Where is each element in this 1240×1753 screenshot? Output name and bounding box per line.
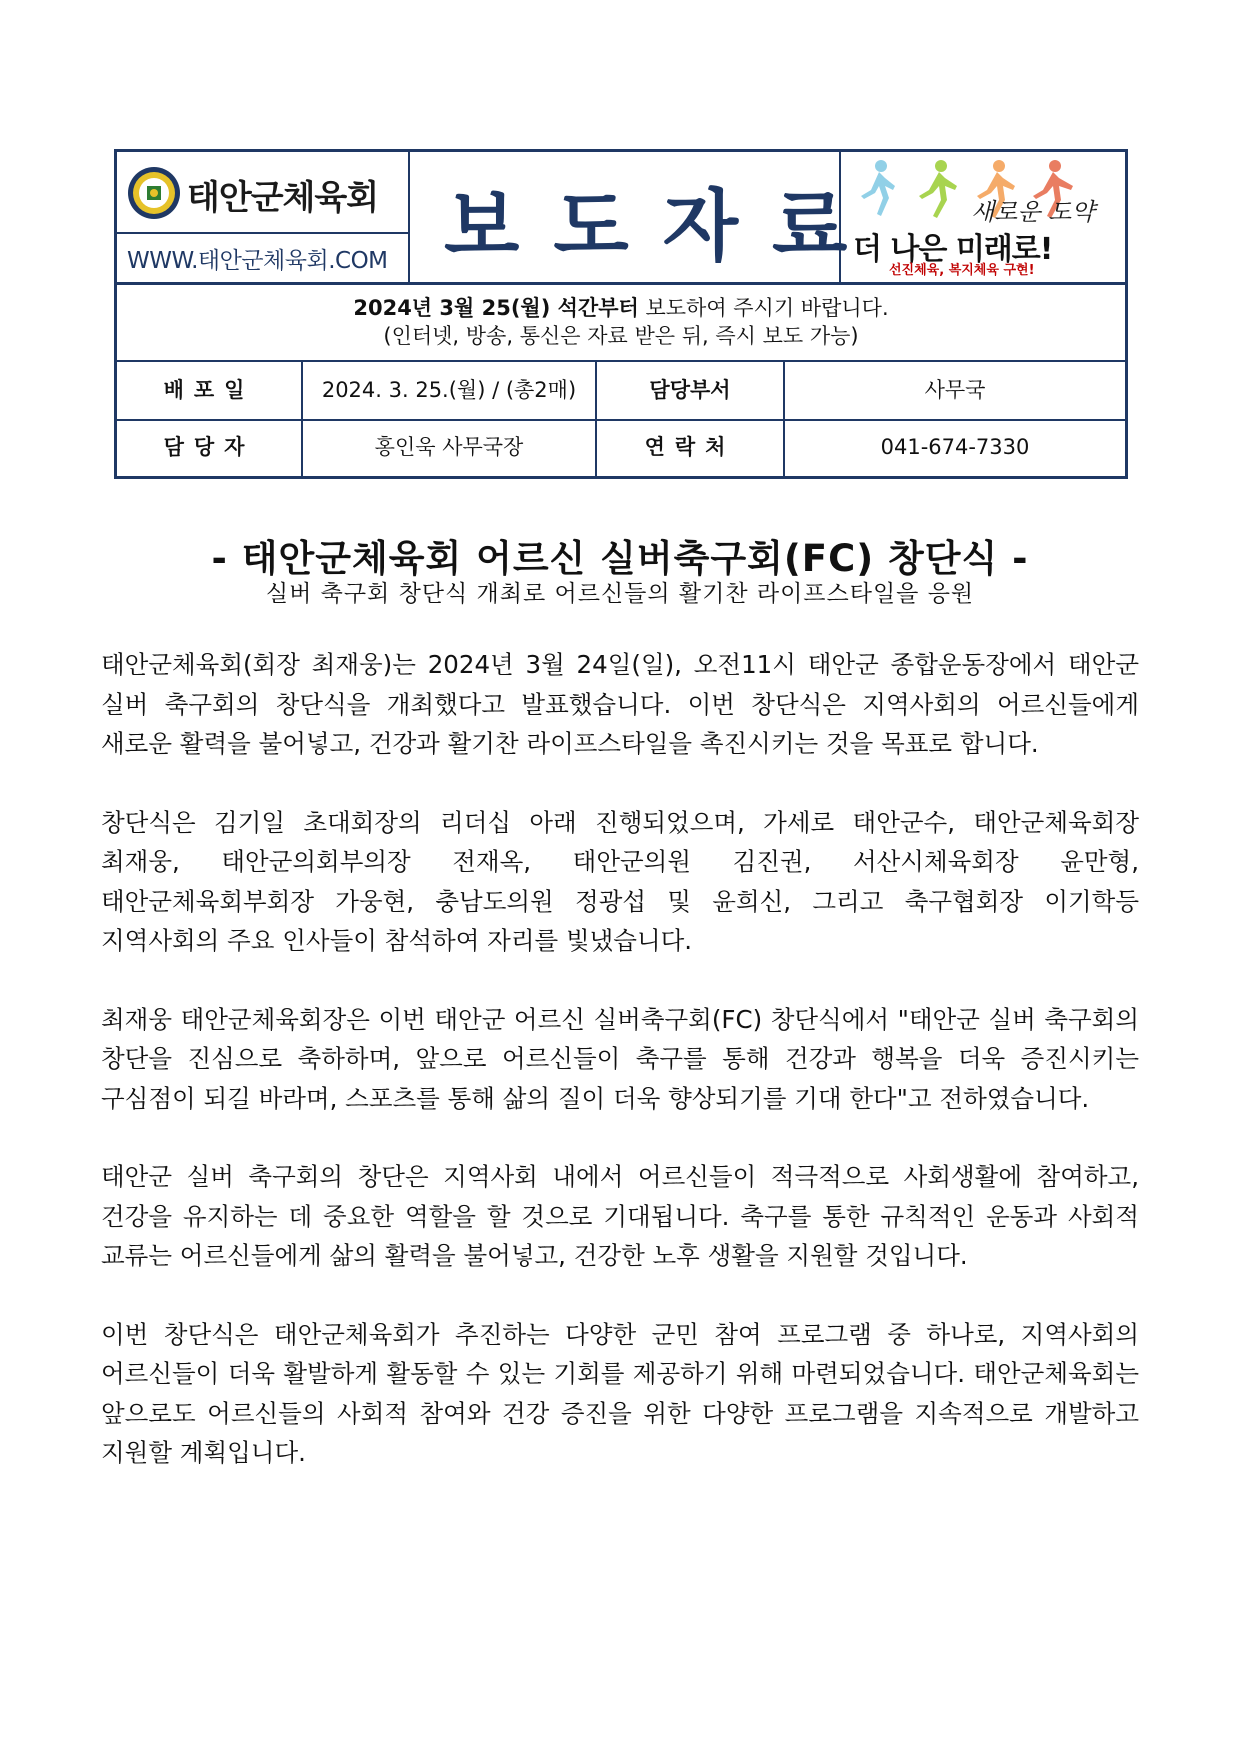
embargo-note: (인터넷, 방송, 통신은 자료 받은 뒤, 즉시 보도 가능) xyxy=(383,324,859,348)
embargo-line xyxy=(117,292,1125,322)
emblem-icon xyxy=(127,166,181,220)
article-paragraph: 최재웅 태안군체육회장은 이번 태안군 어르신 실버축구회(FC) 창단식에서 "태안군 실버 축구회의 창단을 진심으로 축하하며, 앞으로 어르신들이 축구를 통해 건강과 행복을 더욱 증진시키는 구심점이 되길 바라며, 스포츠를 통해 삶의 질이 더욱 향상되기를 기대 한다"고 전하였습니다. xyxy=(101,1004,1139,1113)
article-subheadline: 실버 축구회 창단식 개최로 어르신들의 활기찬 라이프스타일을 응원 xyxy=(265,581,975,607)
article-paragraph: 태안군체육회(회장 최재웅)는 2024년 3월 24일(일), 오전11시 태안군 종합운동장에서 태안군 실버 축구회의 창단식을 개최했다고 발표했습니다. 이번 창단식은 지역사회의 어르신들에게 새로운 활력을 불어넣고, 건강과 활기찬 라이프스타일을 촉진시키는 것을 목표로 합니다. xyxy=(101,650,1139,758)
article-headline: - 태안군체육회 어르신 실버축구회(FC) 창단식 - xyxy=(211,537,1029,580)
phone-value: 041-674-7330 xyxy=(880,435,1030,459)
contact-person-label: 담당자 xyxy=(117,419,303,476)
info-row xyxy=(117,362,1125,421)
title-cell xyxy=(410,152,882,282)
slogan-main: 더 나은 미래로! xyxy=(853,232,1053,267)
logo-cell xyxy=(117,152,410,282)
logo-row xyxy=(117,152,408,234)
release-date-label: 배포일 xyxy=(117,362,303,419)
phone-label: 연락처 xyxy=(597,419,785,476)
slogan-sub: 선진체육, 복지체육 구현! xyxy=(889,263,1035,278)
article-paragraph: 태안군 실버 축구회의 창단은 지역사회 내에서 어르신들이 적극적으로 사회생활에 참여하고, 건강을 유지하는 데 중요한 역할을 할 것으로 기대됩니다. 축구를 통한 규칙적인 운동과 사회적 교류는 어르신들에게 삶의 활력을 불어넣고, 건강한 노후 생활을 지원할 것입니다. xyxy=(101,1162,1139,1270)
release-date-value: 2024. 3. 25.(월) / (총2매) xyxy=(303,362,597,419)
doc-title: 보도자료 xyxy=(444,182,882,272)
embargo-text: 보도하여 주시기 바랍니다. xyxy=(638,296,889,320)
contact-person-value: 홍인욱 사무국장 xyxy=(303,419,597,476)
press-release-header xyxy=(114,149,1128,479)
header-top-row xyxy=(117,152,1125,285)
article-body xyxy=(101,645,1139,1512)
slogan-cell xyxy=(841,152,1125,282)
article-paragraph: 창단식은 김기일 초대회장의 리더십 아래 진행되었으며, 가세로 태안군수, 태안군체육회장 최재웅, 태안군의회부의장 전재옥, 태안군의원 김진권, 서산시체육회장 윤만형, 태안군체육회부회장 가웅현, 충남도의원 정광섭 및 윤희신, 그리고 축구협회장 이기학등 지역사회의 주요 인사들이 참석하여 자리를 빛냈습니다. xyxy=(101,807,1139,955)
slogan-script: 새로운 도약 xyxy=(971,198,1095,226)
embargo-notice xyxy=(117,282,1125,362)
department-label: 담당부서 xyxy=(597,362,785,419)
department-value: 사무국 xyxy=(924,378,986,402)
org-url: WWW.태안군체육회.COM xyxy=(127,248,388,274)
org-name: 태안군체육회 xyxy=(187,178,379,218)
embargo-date: 2024년 3월 25(월) 석간부터 xyxy=(353,296,639,320)
info-table xyxy=(117,362,1125,476)
info-row xyxy=(117,419,1125,476)
article-paragraph: 이번 창단식은 태안군체육회가 추진하는 다양한 군민 참여 프로그램 중 하나로, 지역사회의 어르신들이 더욱 활발하게 활동할 수 있는 기회를 제공하기 위해 마련되었습니다. 태안군체육회는 앞으로도 어르신들의 사회적 참여와 건강 증진을 위한 다양한 프로그램을 지속적으로 개발하고 지원할 계획입니다. xyxy=(101,1319,1139,1467)
